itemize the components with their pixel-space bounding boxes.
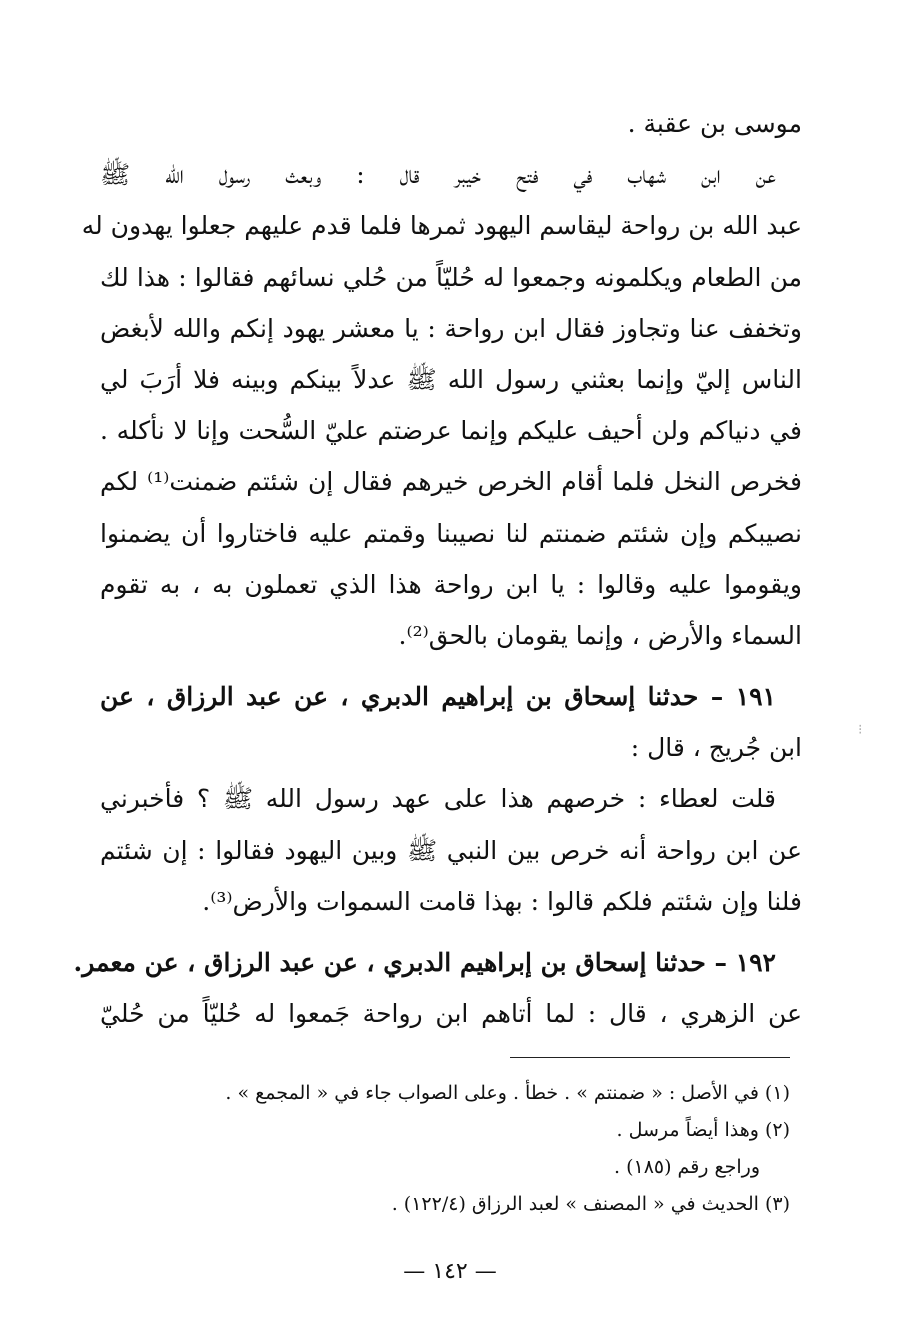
hadith-heading-192: ١٩٢ – حدثنا إسحاق بن إبراهيم الدبري ، عن عبد الرزاق ، عن معمر. [73,948,776,977]
footnote-1: (١) في الأصل : « ضمنتم » . خطأ . وعلى الصواب جاء في « المجمع » . [225,1082,790,1104]
text-line: قلت لعطاء : خرصهم هذا على عهد رسول الله ﷺ ؟ فأخبرني [100,784,776,814]
text-line: نصيبكم وإن شئتم ضمنتم لنا نصيبنا وقمتم عليه فاختاروا أن يضمنوا [100,518,802,548]
paragraph-gap [100,927,802,937]
footnotes [110,1075,790,1223]
text-line: عن ابن رواحة أنه خرص بين النبي ﷺ وبين اليهود فقالوا : إن شئتم [100,835,802,865]
text-line: من الطعام ويكلمونه وجمعوا له حُليّاً من حُلي نسائهم فقالوا : هذا لك [100,262,802,292]
text-line: ويقوموا عليه وقالوا : يا ابن رواحة هذا الذي تعملون به ، به تقوم [100,569,802,599]
text-line: في دنياكم ولن أحيف عليكم وإنما عرضتم عليّ السُّحت وإنا لا نأكله . [100,416,802,446]
text-line: فخرص النخل فلما أقام الخرص خيرهم فقال إن شئتم ضمنت⁽¹⁾ لكم [100,467,802,497]
text-line: ابن جُريج ، قال : [630,733,802,763]
text-line: عن الزهري ، قال : لما أتاهم ابن رواحة جَمعوا له حُليّاً من حُليّ [100,999,802,1029]
page-number: — ١٤٢ — [403,1259,497,1284]
paragraph-gap [100,661,802,671]
text-line: الناس إليّ وإنما بعثني رسول الله ﷺ عدلاً بينكم وبينه فلا أرَبَ لي [100,364,802,394]
text-line: موسى بن عقبة . [627,109,802,138]
footnote-3: (٣) الحديث في « المصنف » لعبد الرزاق (١٢٢/٤) . [391,1193,790,1215]
footnote-2: (٢) وهذا أيضاً مرسل . [616,1119,790,1141]
main-text [73,98,802,1039]
footnote-separator [510,1057,790,1058]
text-line: وتخفف عنا وتجاوز فقال ابن رواحة : يا معشر يهود إنكم والله لأبغض [100,313,802,343]
text-line: عن ابن شهاب في فتح خيبر قال : وبعث رسول الله ﷺ [100,160,776,190]
footnote-2-continuation: وراجع رقم (١٨٥) . [613,1156,760,1178]
text-line: السماء والأرض ، وإنما يقومان بالحق⁽²⁾. [398,620,802,650]
text-line: فلنا وإن شئتم فلكم قالوا : بهذا قامت السموات والأرض⁽³⁾. [202,886,802,916]
text-line: عبد الله بن رواحة ليقاسم اليهود ثمرها فلما قدم عليهم جعلوا يهدون له [81,211,802,241]
hadith-heading-191: ١٩١ – حدثنا إسحاق بن إبراهيم الدبري ، عن عبد الرزاق ، عن [100,682,776,712]
margin-speck: ⁝ [858,722,863,738]
